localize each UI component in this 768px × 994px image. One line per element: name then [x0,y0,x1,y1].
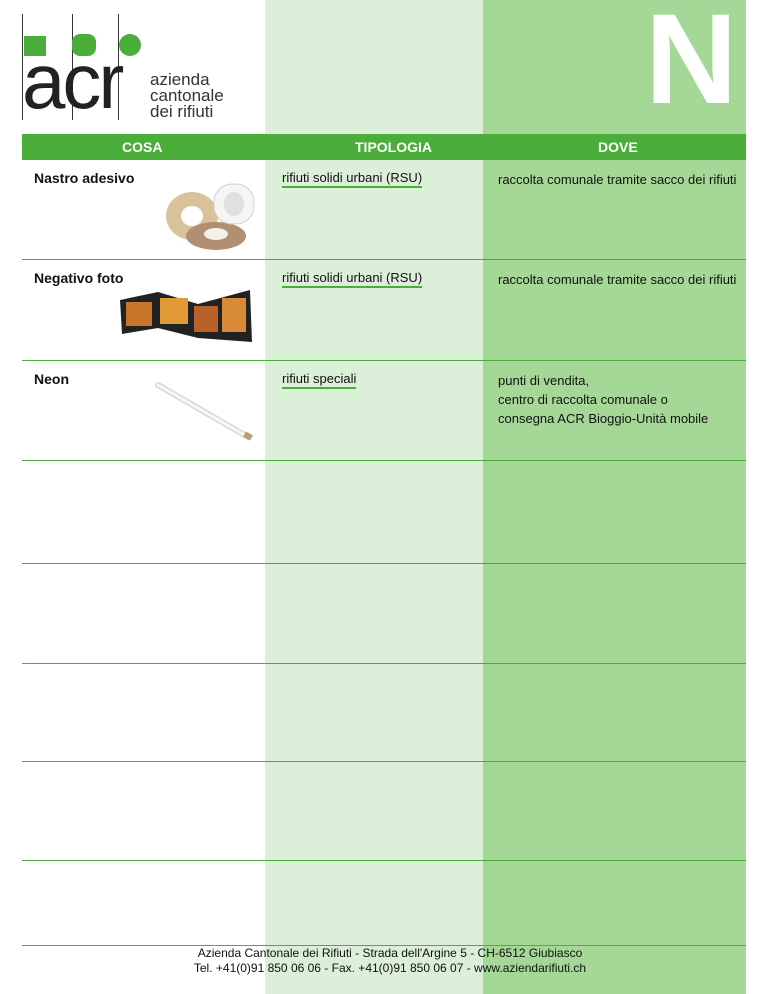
row-tipologia: rifiuti speciali [282,371,356,389]
row-cosa: Negativo foto [34,270,124,286]
table-row-empty [22,564,746,664]
table-row-empty [22,461,746,564]
footer-address: Azienda Cantonale dei Rifiuti - Strada dell'Argine 5 - CH-6512 Giubiasco [197,946,583,960]
footer [140,946,640,976]
index-letter: N [645,0,738,131]
table-row [22,160,746,260]
acr-logo [22,14,252,124]
dove-line: centro di raccolta comunale o [498,392,668,407]
row-dove [498,170,748,189]
logo-wordmark: acr [22,37,122,125]
dove-line: punti di vendita, [498,373,590,388]
row-cosa: Nastro adesivo [34,170,135,186]
header-tipologia: TIPOLOGIA [355,139,432,155]
dove-line: raccolta comunale tramite sacco dei rifiuti [498,172,737,187]
table-row [22,260,746,361]
header-cosa: COSA [122,139,163,155]
film-negative-image [118,282,254,348]
row-tipologia: rifiuti solidi urbani (RSU) [282,170,422,188]
row-dove [498,371,748,428]
table-row-empty [22,762,746,861]
tape-rolls-image [164,176,274,254]
header-dove: DOVE [598,139,638,155]
table-row [22,361,746,461]
table-row-empty [22,664,746,762]
neon-tube-image [152,379,256,445]
dove-line: consegna ACR Bioggio-Unità mobile [498,411,709,426]
logo-tagline [150,72,224,120]
row-cosa: Neon [34,371,69,387]
logo-circle [119,34,141,56]
dove-line: raccolta comunale tramite sacco dei rifiuti [498,272,737,287]
logo-line: dei rifiuti [150,102,214,121]
row-tipologia: rifiuti solidi urbani (RSU) [282,270,422,288]
logo-line: cantonale [150,86,224,105]
table-header [22,134,746,160]
logo-line: azienda [150,70,210,89]
footer-contacts: Tel. +41(0)91 850 06 06 - Fax. +41(0)91 850 06 07 - www.aziendarifiuti.ch [193,961,587,975]
waste-table [22,160,746,861]
row-dove [498,270,748,289]
